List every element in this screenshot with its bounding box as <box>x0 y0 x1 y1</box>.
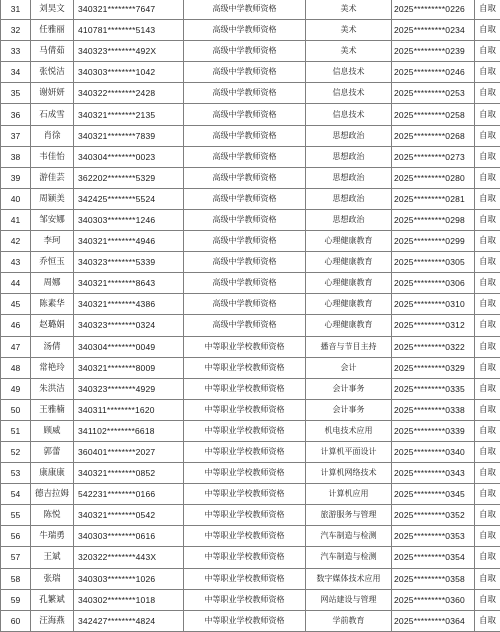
row-number-cell: 32 <box>1 20 31 41</box>
id-number-cell: 360401********2027 <box>74 441 184 462</box>
row-number-cell: 50 <box>1 399 31 420</box>
subject-cell: 信息技术 <box>306 104 392 125</box>
row-number-cell: 48 <box>1 357 31 378</box>
subject-cell: 学前教育 <box>306 610 392 631</box>
id-number-cell: 340321********8009 <box>74 357 184 378</box>
id-number-cell: 362202********5329 <box>74 167 184 188</box>
applicant-name-cell: 牛瑞勇 <box>31 526 74 547</box>
id-number-cell: 340303********1246 <box>74 209 184 230</box>
collection-method-cell: 自取 <box>475 83 500 104</box>
table-row <box>1 441 500 462</box>
subject-cell: 会计事务 <box>306 399 392 420</box>
certificate-number-cell: 2025*********0273 <box>392 146 475 167</box>
subject-cell: 计算机平面设计 <box>306 441 392 462</box>
collection-method-cell: 自取 <box>475 568 500 589</box>
collection-method-cell: 自取 <box>475 252 500 273</box>
subject-cell: 汽车制造与检测 <box>306 547 392 568</box>
row-number-cell: 41 <box>1 209 31 230</box>
subject-cell: 思想政治 <box>306 146 392 167</box>
subject-cell: 信息技术 <box>306 83 392 104</box>
collection-method-cell: 自取 <box>475 209 500 230</box>
certificate-number-cell: 2025*********0345 <box>392 484 475 505</box>
applicant-name-cell: 韦佳怡 <box>31 146 74 167</box>
row-number-cell: 35 <box>1 83 31 104</box>
collection-method-cell: 自取 <box>475 589 500 610</box>
table-row <box>1 568 500 589</box>
certificate-number-cell: 2025*********0329 <box>392 357 475 378</box>
certificate-number-cell: 2025*********0280 <box>392 167 475 188</box>
subject-cell: 机电技术应用 <box>306 420 392 441</box>
certificate-number-cell: 2025*********0299 <box>392 231 475 252</box>
applicant-name-cell: 朱洪洁 <box>31 378 74 399</box>
qualification-type-cell: 中等职业学校教师资格 <box>184 357 306 378</box>
row-number-cell: 46 <box>1 315 31 336</box>
row-number-cell: 53 <box>1 463 31 484</box>
row-number-cell: 56 <box>1 526 31 547</box>
collection-method-cell: 自取 <box>475 167 500 188</box>
table-row <box>1 273 500 294</box>
collection-method-cell: 自取 <box>475 125 500 146</box>
qualification-type-cell: 高级中学教师资格 <box>184 0 306 20</box>
applicant-name-cell: 石成雪 <box>31 104 74 125</box>
id-number-cell: 340321********0542 <box>74 505 184 526</box>
table-row <box>1 167 500 188</box>
table-body <box>1 0 500 631</box>
subject-cell: 美术 <box>306 0 392 20</box>
row-number-cell: 60 <box>1 610 31 631</box>
collection-method-cell: 自取 <box>475 399 500 420</box>
row-number-cell: 39 <box>1 167 31 188</box>
collection-method-cell: 自取 <box>475 610 500 631</box>
collection-method-cell: 自取 <box>475 420 500 441</box>
id-number-cell: 340303********0616 <box>74 526 184 547</box>
qualification-type-cell: 高级中学教师资格 <box>184 167 306 188</box>
row-number-cell: 34 <box>1 62 31 83</box>
subject-cell: 心理健康教育 <box>306 273 392 294</box>
id-number-cell: 410781********5143 <box>74 20 184 41</box>
applicant-name-cell: 马倩茹 <box>31 41 74 62</box>
certificate-number-cell: 2025*********0268 <box>392 125 475 146</box>
qualification-type-cell: 中等职业学校教师资格 <box>184 610 306 631</box>
certificate-number-cell: 2025*********0306 <box>392 273 475 294</box>
qualification-type-cell: 高级中学教师资格 <box>184 315 306 336</box>
subject-cell: 心理健康教育 <box>306 252 392 273</box>
applicant-name-cell: 汤倩 <box>31 336 74 357</box>
certificate-number-cell: 2025*********0343 <box>392 463 475 484</box>
row-number-cell: 36 <box>1 104 31 125</box>
subject-cell: 会计 <box>306 357 392 378</box>
subject-cell: 心理健康教育 <box>306 231 392 252</box>
applicant-name-cell: 陈素华 <box>31 294 74 315</box>
table-row <box>1 188 500 209</box>
row-number-cell: 37 <box>1 125 31 146</box>
qualification-type-cell: 高级中学教师资格 <box>184 252 306 273</box>
row-number-cell: 43 <box>1 252 31 273</box>
applicant-name-cell: 张瑞 <box>31 568 74 589</box>
qualification-type-cell: 中等职业学校教师资格 <box>184 420 306 441</box>
applicant-name-cell: 王雅楠 <box>31 399 74 420</box>
applicant-name-cell: 王斌 <box>31 547 74 568</box>
id-number-cell: 320322********443X <box>74 547 184 568</box>
row-number-cell: 59 <box>1 589 31 610</box>
id-number-cell: 341102********6618 <box>74 420 184 441</box>
collection-method-cell: 自取 <box>475 62 500 83</box>
subject-cell: 信息技术 <box>306 62 392 83</box>
applicant-name-cell: 汪海燕 <box>31 610 74 631</box>
id-number-cell: 342427********4824 <box>74 610 184 631</box>
table-row <box>1 589 500 610</box>
table-row <box>1 420 500 441</box>
collection-method-cell: 自取 <box>475 294 500 315</box>
table-row <box>1 83 500 104</box>
collection-method-cell: 自取 <box>475 463 500 484</box>
row-number-cell: 38 <box>1 146 31 167</box>
table-row <box>1 125 500 146</box>
applicant-name-cell: 张悦洁 <box>31 62 74 83</box>
subject-cell: 思想政治 <box>306 125 392 146</box>
collection-method-cell: 自取 <box>475 547 500 568</box>
table-row <box>1 378 500 399</box>
subject-cell: 美术 <box>306 41 392 62</box>
row-number-cell: 31 <box>1 0 31 20</box>
qualification-type-cell: 中等职业学校教师资格 <box>184 484 306 505</box>
id-number-cell: 340321********2135 <box>74 104 184 125</box>
applicant-name-cell: 常艳玲 <box>31 357 74 378</box>
qualification-type-cell: 高级中学教师资格 <box>184 294 306 315</box>
certificate-number-cell: 2025*********0312 <box>392 315 475 336</box>
subject-cell: 播音与节目主持 <box>306 336 392 357</box>
qualification-type-cell: 高级中学教师资格 <box>184 273 306 294</box>
subject-cell: 旅游服务与管理 <box>306 505 392 526</box>
qualification-type-cell: 中等职业学校教师资格 <box>184 568 306 589</box>
collection-method-cell: 自取 <box>475 0 500 20</box>
subject-cell: 汽车制造与检测 <box>306 526 392 547</box>
id-number-cell: 340303********1026 <box>74 568 184 589</box>
qualification-type-cell: 中等职业学校教师资格 <box>184 336 306 357</box>
id-number-cell: 340304********0023 <box>74 146 184 167</box>
applicant-name-cell: 康康康 <box>31 463 74 484</box>
certificate-number-cell: 2025*********0360 <box>392 589 475 610</box>
id-number-cell: 340321********4386 <box>74 294 184 315</box>
certificate-number-cell: 2025*********0353 <box>392 526 475 547</box>
qualification-type-cell: 中等职业学校教师资格 <box>184 441 306 462</box>
collection-method-cell: 自取 <box>475 378 500 399</box>
collection-method-cell: 自取 <box>475 526 500 547</box>
table-row <box>1 41 500 62</box>
certificate-number-cell: 2025*********0339 <box>392 420 475 441</box>
qualification-type-cell: 高级中学教师资格 <box>184 20 306 41</box>
certificate-number-cell: 2025*********0226 <box>392 0 475 20</box>
applicant-name-cell: 赵璐娟 <box>31 315 74 336</box>
table-row <box>1 610 500 631</box>
qualification-type-cell: 高级中学教师资格 <box>184 188 306 209</box>
qualification-type-cell: 中等职业学校教师资格 <box>184 505 306 526</box>
id-number-cell: 340321********0852 <box>74 463 184 484</box>
table-row <box>1 104 500 125</box>
qualification-type-cell: 中等职业学校教师资格 <box>184 547 306 568</box>
qualification-type-cell: 中等职业学校教师资格 <box>184 526 306 547</box>
row-number-cell: 42 <box>1 231 31 252</box>
table-row <box>1 294 500 315</box>
certificate-number-cell: 2025*********0358 <box>392 568 475 589</box>
qualification-type-cell: 高级中学教师资格 <box>184 62 306 83</box>
row-number-cell: 54 <box>1 484 31 505</box>
row-number-cell: 58 <box>1 568 31 589</box>
certificate-number-cell: 2025*********0354 <box>392 547 475 568</box>
applicant-name-cell: 谢妍妍 <box>31 83 74 104</box>
id-number-cell: 340321********8643 <box>74 273 184 294</box>
qualification-type-cell: 高级中学教师资格 <box>184 83 306 104</box>
table-row <box>1 20 500 41</box>
certificate-number-cell: 2025*********0364 <box>392 610 475 631</box>
qualification-type-cell: 高级中学教师资格 <box>184 41 306 62</box>
applicant-name-cell: 李珂 <box>31 231 74 252</box>
table-row <box>1 526 500 547</box>
row-number-cell: 52 <box>1 441 31 462</box>
applicant-name-cell: 周颖美 <box>31 188 74 209</box>
row-number-cell: 45 <box>1 294 31 315</box>
qualification-type-cell: 高级中学教师资格 <box>184 146 306 167</box>
applicant-name-cell: 任雅丽 <box>31 20 74 41</box>
collection-method-cell: 自取 <box>475 146 500 167</box>
qualification-type-cell: 高级中学教师资格 <box>184 209 306 230</box>
table-row <box>1 209 500 230</box>
id-number-cell: 340323********492X <box>74 41 184 62</box>
row-number-cell: 44 <box>1 273 31 294</box>
collection-method-cell: 自取 <box>475 41 500 62</box>
id-number-cell: 340323********4929 <box>74 378 184 399</box>
collection-method-cell: 自取 <box>475 336 500 357</box>
id-number-cell: 342425********5524 <box>74 188 184 209</box>
table-row <box>1 463 500 484</box>
id-number-cell: 340302********1018 <box>74 589 184 610</box>
applicant-name-cell: 周娜 <box>31 273 74 294</box>
certificate-number-cell: 2025*********0281 <box>392 188 475 209</box>
row-number-cell: 49 <box>1 378 31 399</box>
collection-method-cell: 自取 <box>475 231 500 252</box>
collection-method-cell: 自取 <box>475 505 500 526</box>
qualification-type-cell: 高级中学教师资格 <box>184 104 306 125</box>
row-number-cell: 57 <box>1 547 31 568</box>
applicant-name-cell: 德吉拉姆 <box>31 484 74 505</box>
collection-method-cell: 自取 <box>475 20 500 41</box>
applicant-name-cell: 游佳芸 <box>31 167 74 188</box>
certificate-number-cell: 2025*********0253 <box>392 83 475 104</box>
table-row <box>1 547 500 568</box>
qualification-type-cell: 中等职业学校教师资格 <box>184 589 306 610</box>
subject-cell: 计算机应用 <box>306 484 392 505</box>
collection-method-cell: 自取 <box>475 484 500 505</box>
applicant-name-cell: 孔繁斌 <box>31 589 74 610</box>
id-number-cell: 340323********5339 <box>74 252 184 273</box>
id-number-cell: 340321********7647 <box>74 0 184 20</box>
subject-cell: 数字媒体技术应用 <box>306 568 392 589</box>
id-number-cell: 340321********7839 <box>74 125 184 146</box>
qualification-type-cell: 中等职业学校教师资格 <box>184 378 306 399</box>
subject-cell: 思想政治 <box>306 188 392 209</box>
collection-method-cell: 自取 <box>475 357 500 378</box>
certificate-number-cell: 2025*********0352 <box>392 505 475 526</box>
certificate-number-cell: 2025*********0335 <box>392 378 475 399</box>
table-row <box>1 62 500 83</box>
subject-cell: 心理健康教育 <box>306 294 392 315</box>
subject-cell: 会计事务 <box>306 378 392 399</box>
collection-method-cell: 自取 <box>475 441 500 462</box>
table-row <box>1 0 500 20</box>
table-row <box>1 484 500 505</box>
certificate-number-cell: 2025*********0338 <box>392 399 475 420</box>
qualification-type-cell: 中等职业学校教师资格 <box>184 399 306 420</box>
certificate-number-cell: 2025*********0340 <box>392 441 475 462</box>
qualification-type-cell: 中等职业学校教师资格 <box>184 463 306 484</box>
id-number-cell: 340322********2428 <box>74 83 184 104</box>
subject-cell: 网站建设与管理 <box>306 589 392 610</box>
certificate-number-cell: 2025*********0322 <box>392 336 475 357</box>
applicant-name-cell: 郭蕾 <box>31 441 74 462</box>
subject-cell: 计算机网络技术 <box>306 463 392 484</box>
table-row <box>1 252 500 273</box>
collection-method-cell: 自取 <box>475 188 500 209</box>
applicant-name-cell: 邹安娜 <box>31 209 74 230</box>
id-number-cell: 340321********4946 <box>74 231 184 252</box>
row-number-cell: 40 <box>1 188 31 209</box>
subject-cell: 思想政治 <box>306 167 392 188</box>
row-number-cell: 33 <box>1 41 31 62</box>
table-row <box>1 146 500 167</box>
subject-cell: 思想政治 <box>306 209 392 230</box>
collection-method-cell: 自取 <box>475 104 500 125</box>
id-number-cell: 340303********1042 <box>74 62 184 83</box>
applicant-name-cell: 陈悦 <box>31 505 74 526</box>
certificate-number-cell: 2025*********0310 <box>392 294 475 315</box>
certificate-number-cell: 2025*********0305 <box>392 252 475 273</box>
certificate-number-cell: 2025*********0239 <box>392 41 475 62</box>
table-row <box>1 336 500 357</box>
certificate-number-cell: 2025*********0234 <box>392 20 475 41</box>
id-number-cell: 340304********0049 <box>74 336 184 357</box>
collection-method-cell: 自取 <box>475 273 500 294</box>
applicant-name-cell: 肖徐 <box>31 125 74 146</box>
certificate-number-cell: 2025*********0258 <box>392 104 475 125</box>
qualification-type-cell: 高级中学教师资格 <box>184 231 306 252</box>
row-number-cell: 51 <box>1 420 31 441</box>
applicant-name-cell: 乔恒玉 <box>31 252 74 273</box>
qualification-type-cell: 高级中学教师资格 <box>184 125 306 146</box>
id-number-cell: 340323********0324 <box>74 315 184 336</box>
applicant-name-cell: 刘昊文 <box>31 0 74 20</box>
certificate-number-cell: 2025*********0298 <box>392 209 475 230</box>
id-number-cell: 340311********1620 <box>74 399 184 420</box>
certificate-number-cell: 2025*********0246 <box>392 62 475 83</box>
table-row <box>1 505 500 526</box>
table-row <box>1 357 500 378</box>
subject-cell: 美术 <box>306 20 392 41</box>
collection-method-cell: 自取 <box>475 315 500 336</box>
table-row <box>1 399 500 420</box>
row-number-cell: 47 <box>1 336 31 357</box>
table-row <box>1 231 500 252</box>
applicant-name-cell: 顾威 <box>31 420 74 441</box>
id-number-cell: 542231********0166 <box>74 484 184 505</box>
row-number-cell: 55 <box>1 505 31 526</box>
subject-cell: 心理健康教育 <box>306 315 392 336</box>
table-row <box>1 315 500 336</box>
